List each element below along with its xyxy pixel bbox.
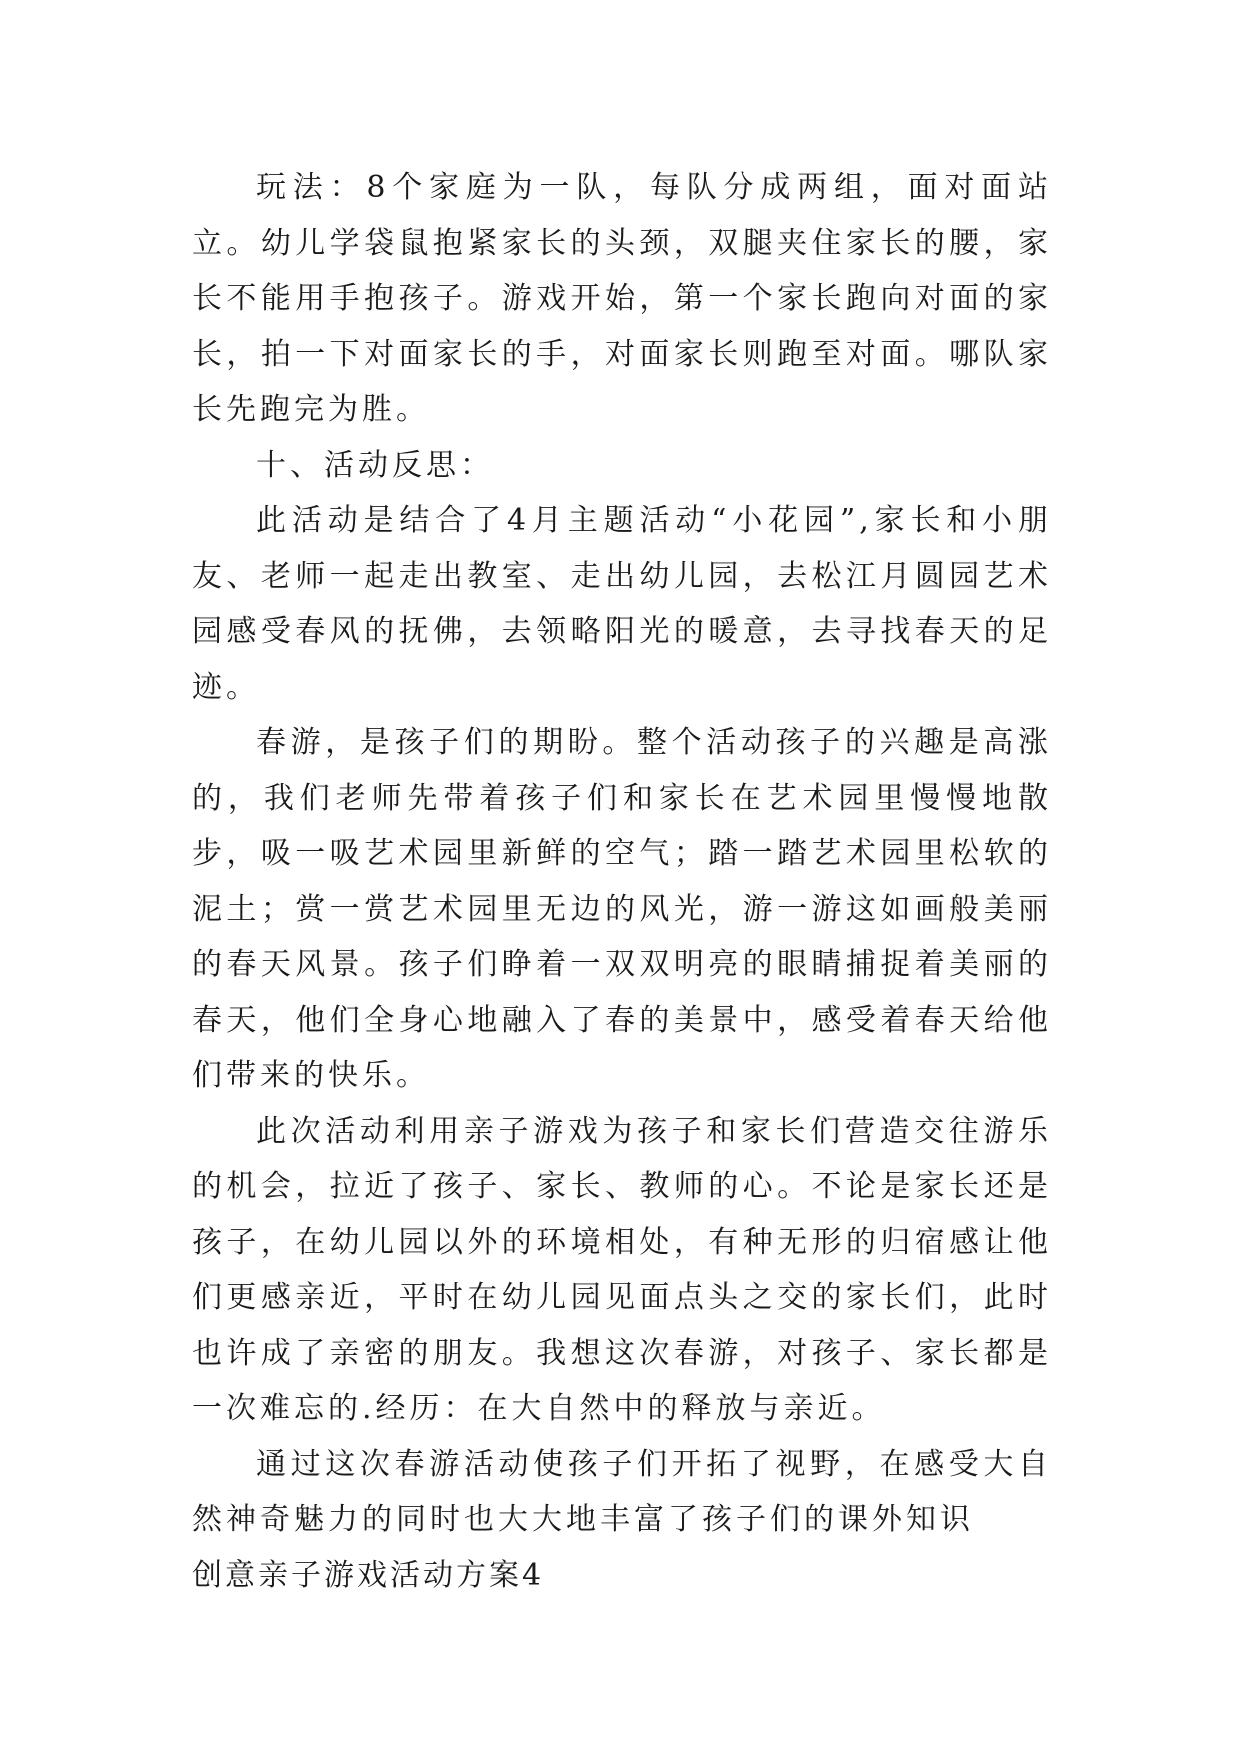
paragraph-parent-child-game: 此次活动利用亲子游戏为孩子和家长们营造交往游乐的机会，拉近了孩子、家长、教师的心。不论是家长还是孩子，在幼儿园以外的环境相处，有种无形的归宿感让他们更感亲近，平时在幼儿园见面点头之交的家长们，此时也许成了亲密的朋友。我想这次春游，对孩子、家长都是一次难忘的.经历：在大自然中的释放与亲近。 <box>192 1113 1052 1426</box>
section-heading-reflection: 十、活动反思： <box>256 447 494 483</box>
paragraph-conclusion: 通过这次春游活动使孩子们开拓了视野，在感受大自然神奇魅力的同时也大大地丰富了孩子们的课外知识 <box>192 1446 1052 1537</box>
paragraph-spring-outing: 春游，是孩子们的期盼。整个活动孩子的兴趣是高涨的，我们老师先带着孩子们和家长在艺术园里慢慢地散步，吸一吸艺术园里新鲜的空气；踏一踏艺术园里松软的泥土；赏一赏艺术园里无边的风光，游一游这如画般美丽的春天风景。孩子们睁着一双双明亮的眼睛捕捉着美丽的春天，他们全身心地融入了春的美景中，感受着春天给他们带来的快乐。 <box>192 725 1052 1093</box>
document-body <box>192 160 1052 1603</box>
paragraph-game-rules: 玩法：8个家庭为一队，每队分成两组，面对面站立。幼儿学袋鼠抱紧家长的头颈，双腿夹住家长的腰，家长不能用手抱孩子。游戏开始，第一个家长跑向对面的家长，拍一下对面家长的手，对面家长则跑至对面。哪队家长先跑完为胜。 <box>192 170 1052 427</box>
paragraph-reflection-intro: 此活动是结合了4月主题活动“小花园”,家长和小朋友、老师一起走出教室、走出幼儿园，去松江月圆园艺术园感受春风的抚佛，去领略阳光的暖意，去寻找春天的足迹。 <box>192 503 1052 705</box>
next-section-title: 创意亲子游戏活动方案4 <box>192 1557 545 1593</box>
